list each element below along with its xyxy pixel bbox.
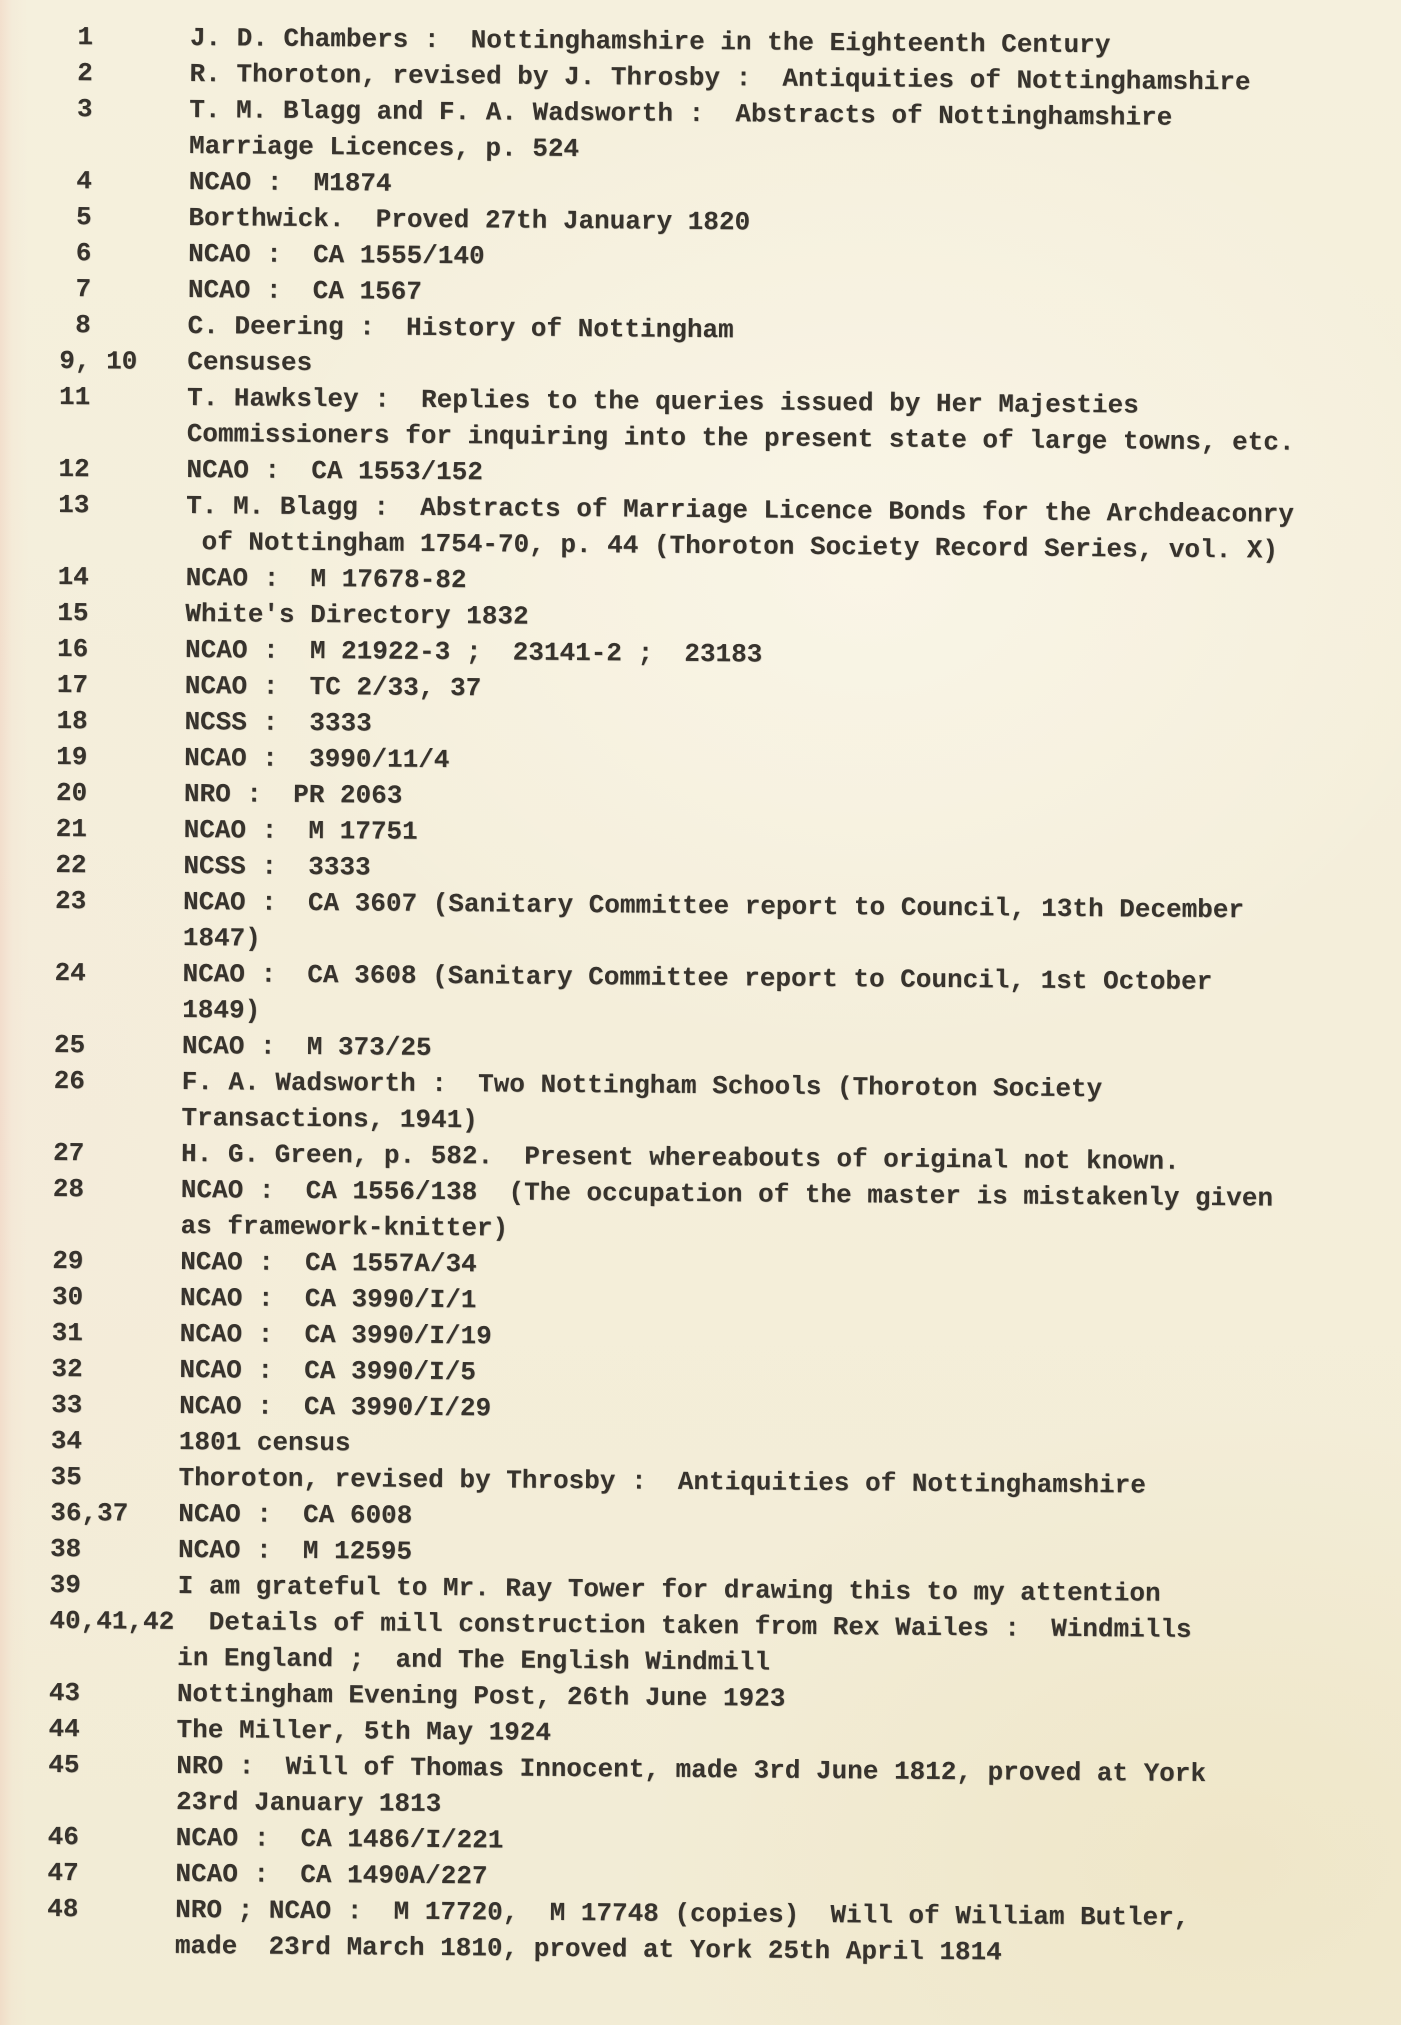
reference-text [186, 488, 1398, 570]
reference-line: as framework-knitter) [180, 1210, 509, 1244]
reference-list [0, 19, 1401, 1974]
reference-line: White's Directory 1832 [185, 598, 529, 632]
reference-number: 33 [51, 1389, 83, 1421]
reference-number: 24 [54, 957, 86, 989]
reference-line: NCAO : CA 1486/I/221 [175, 1822, 504, 1856]
reference-number: 45 [48, 1749, 80, 1781]
reference-line: Marriage Licences, p. 524 [188, 130, 580, 165]
reference-line: NCAO : CA 1556/138 (The occupation of the master is mistakenly given [180, 1174, 1274, 1214]
reference-line: Nottingham Evening Post, 26th June 1923 [176, 1678, 786, 1714]
reference-line: made 23rd March 1810, proved at York 25th April 1814 [174, 1930, 1002, 1968]
reference-line: NCAO : CA 3990/I/1 [179, 1282, 477, 1316]
reference-text [175, 1892, 1387, 1974]
reference-number: 16 [56, 633, 89, 665]
reference-row [0, 1602, 1389, 1685]
reference-number: 38 [49, 1533, 82, 1565]
reference-text [176, 1748, 1388, 1830]
reference-line: H. G. Green, p. 582. Present whereabouts of original not known. [180, 1138, 1180, 1177]
reference-text [177, 1604, 1389, 1686]
reference-line: J. D. Chambers : Nottinghamshire in the Eighteenth Century [189, 22, 1111, 61]
reference-number: 7 [59, 273, 92, 305]
reference-line: NCAO : CA 1557A/34 [180, 1246, 477, 1280]
reference-line: NCAO : TC 2/33, 37 [184, 670, 482, 704]
reference-number: 35 [50, 1461, 82, 1493]
reference-number: 1 [61, 21, 94, 53]
reference-line: Censuses [187, 346, 313, 378]
reference-number: 22 [55, 849, 87, 881]
reference-number: 32 [51, 1353, 83, 1385]
reference-row [0, 1890, 1386, 1973]
reference-line: R. Thoroton, revised by J. Throsby : Antiquities of Nottinghamshire [189, 58, 1251, 98]
reference-number: 26 [53, 1065, 86, 1097]
reference-line: NCAO : CA 1490A/227 [175, 1858, 488, 1892]
reference-line: F. A. Wadsworth : Two Nottingham Schools (Thoroton Society [181, 1066, 1103, 1105]
reference-line: NRO : PR 2063 [183, 778, 403, 811]
reference-line: 23rd January 1813 [175, 1786, 442, 1820]
reference-line: NCAO : M1874 [188, 166, 392, 199]
reference-line: NCAO : CA 1555/140 [188, 238, 485, 272]
reference-number: 25 [53, 1029, 86, 1061]
reference-row [0, 954, 1394, 1037]
reference-number: 44 [48, 1713, 80, 1745]
reference-line: 1849) [182, 994, 261, 1026]
reference-line: Thoroton, revised by Throsby : Antiquities of Nottinghamshire [178, 1462, 1147, 1501]
reference-number: 29 [52, 1245, 84, 1277]
reference-line: Commissioners for inquiring into the present state of large towns, etc. [186, 418, 1295, 458]
reference-number: 47 [47, 1857, 79, 1889]
reference-row [0, 91, 1400, 174]
reference-number: 17 [56, 669, 89, 701]
reference-line: NRO : Will of Thomas Innocent, made 3rd June 1812, proved at York [176, 1750, 1207, 1790]
reference-line: NCAO : CA 1567 [187, 274, 423, 307]
reference-line: Transactions, 1941) [181, 1102, 478, 1136]
reference-line: The Miller, 5th May 1924 [176, 1714, 552, 1748]
reference-line: NCAO : CA 3608 (Sanitary Committee report to Council, 1st October [182, 958, 1213, 998]
reference-row [0, 1746, 1387, 1829]
reference-number: 13 [58, 489, 90, 521]
reference-row [0, 378, 1398, 461]
reference-line: NCSS : 3333 [183, 850, 371, 883]
reference-line: of Nottingham 1754-70, p. 44 (Thoroton Society Record Series, vol. X) [185, 526, 1279, 566]
reference-number: 27 [52, 1137, 85, 1169]
reference-number: 5 [60, 201, 92, 233]
reference-line: NCSS : 3333 [184, 706, 372, 739]
reference-row [0, 1062, 1393, 1145]
reference-line: NCAO : CA 3990/I/19 [179, 1318, 492, 1352]
reference-line: Borthwick. Proved 27th January 1820 [188, 202, 751, 238]
reference-line: NCAO : M 17751 [183, 814, 418, 847]
reference-row [0, 1170, 1392, 1253]
reference-number: 11 [58, 381, 91, 413]
reference-number: 28 [52, 1173, 85, 1205]
reference-number: 9, 10 [59, 345, 138, 377]
reference-row [0, 882, 1394, 965]
reference-number: 3 [61, 93, 93, 125]
reference-line: NCAO : M 373/25 [181, 1030, 432, 1063]
reference-number: 21 [55, 813, 87, 845]
reference-number: 12 [58, 453, 90, 485]
reference-number: 40,41,42 [49, 1605, 175, 1637]
reference-line: 1847) [182, 922, 261, 954]
reference-line: Details of mill construction taken from Rex Wailes : Windmills [177, 1606, 1192, 1645]
reference-number: 2 [61, 57, 93, 89]
reference-number: 36,37 [50, 1497, 129, 1529]
reference-line: T. M. Blagg : Abstracts of Marriage Licence Bonds for the Archdeaconry [186, 490, 1295, 530]
reference-line: NCAO : 3990/11/4 [184, 742, 450, 776]
reference-line: NCAO : CA 3607 (Sanitary Committee report to Council, 13th December [182, 886, 1245, 926]
reference-number: 19 [56, 741, 88, 773]
reference-line: I am grateful to Mr. Ray Tower for drawing this to my attention [177, 1570, 1161, 1609]
reference-line: C. Deering : History of Nottingham [187, 310, 734, 346]
reference-number: 48 [47, 1893, 79, 1925]
reference-number: 34 [50, 1425, 83, 1457]
reference-line: NCAO : CA 6008 [178, 1498, 413, 1531]
reference-text [180, 1172, 1392, 1254]
reference-number: 15 [57, 597, 89, 629]
reference-row [0, 486, 1397, 569]
reference-number: 8 [59, 309, 91, 341]
reference-line: NCAO : CA 1553/152 [186, 454, 484, 488]
reference-line: NCAO : M 17678-82 [185, 562, 467, 596]
reference-text [189, 92, 1401, 174]
reference-number: 39 [49, 1569, 82, 1601]
reference-line: T. Hawksley : Replies to the queries issued by Her Majesties [186, 382, 1139, 421]
reference-number: 23 [54, 885, 87, 917]
reference-line: NCAO : CA 3990/I/5 [179, 1354, 476, 1388]
reference-line: NCAO : M 21922-3 ; 23141-2 ; 23183 [184, 634, 763, 670]
reference-line: NRO ; NCAO : M 17720, M 17748 (copies) Will of William Butler, [175, 1894, 1190, 1933]
reference-line: T. M. Blagg and F. A. Wadsworth : Abstracts of Nottinghamshire [189, 94, 1173, 133]
reference-text [182, 956, 1394, 1038]
reference-number: 14 [57, 561, 89, 593]
reference-text [181, 1064, 1393, 1146]
reference-number: 30 [51, 1281, 84, 1313]
reference-text [183, 884, 1395, 966]
reference-number: 43 [48, 1677, 81, 1709]
reference-number: 4 [60, 165, 93, 197]
reference-number: 46 [47, 1821, 80, 1853]
reference-text [187, 380, 1399, 462]
reference-number: 20 [55, 777, 88, 809]
reference-number: 6 [60, 237, 92, 269]
reference-line: in England ; and The English Windmill [177, 1642, 771, 1678]
reference-number: 18 [56, 705, 88, 737]
reference-number: 31 [51, 1317, 84, 1349]
reference-line: NCAO : CA 3990/I/29 [179, 1390, 492, 1424]
reference-line: 1801 census [178, 1426, 351, 1459]
reference-line: NCAO : M 12595 [177, 1534, 413, 1567]
